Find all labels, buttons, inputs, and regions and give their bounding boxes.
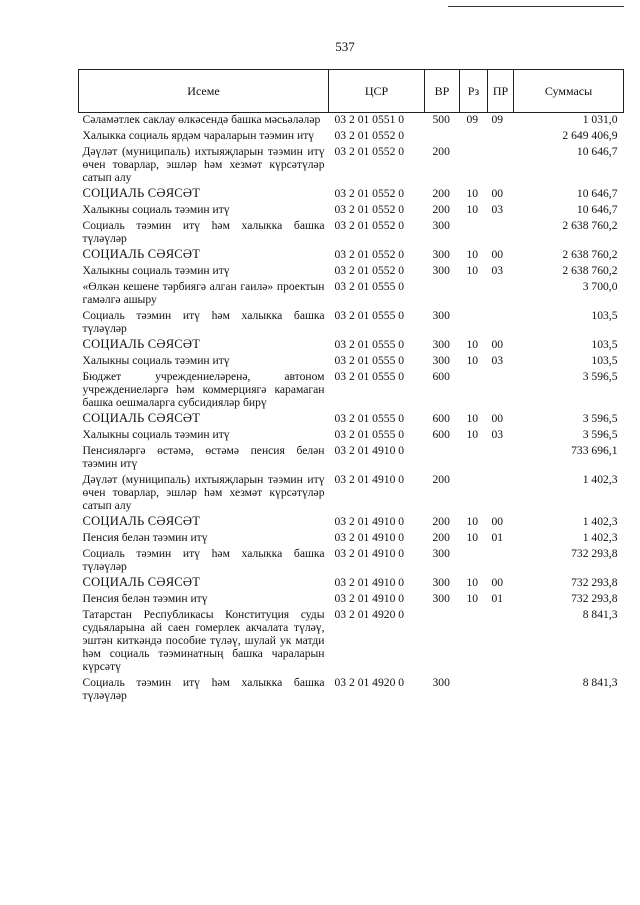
budget-table bbox=[78, 69, 624, 705]
cell-csr: 03 2 01 4910 0 bbox=[334, 531, 405, 544]
cell-pr bbox=[488, 547, 514, 576]
cell-pr: 03 bbox=[491, 264, 504, 277]
cell-sum: 732 293,8 bbox=[571, 576, 618, 589]
table-row-section bbox=[79, 338, 624, 354]
cell-vr: 300 bbox=[432, 354, 450, 367]
cell-csr: 03 2 01 4910 0 bbox=[334, 576, 405, 589]
cell-name: СОЦИАЛЬ СӘЯСӘТ bbox=[82, 514, 201, 528]
cell-rz bbox=[460, 676, 488, 705]
column-header-name: Исеме bbox=[79, 70, 329, 113]
cell-name: Халыкны социаль тәэмин итү bbox=[82, 264, 230, 277]
cell-vr: 200 bbox=[432, 187, 450, 200]
column-header-pr: ПР bbox=[488, 70, 514, 113]
cell-pr bbox=[488, 608, 514, 676]
cell-vr: 300 bbox=[432, 676, 450, 689]
cell-pr bbox=[488, 280, 514, 309]
table-row bbox=[79, 370, 624, 412]
cell-csr: 03 2 01 0551 0 bbox=[334, 113, 405, 126]
cell-name: Халыкны социаль тәэмин итү bbox=[82, 203, 230, 216]
cell-pr bbox=[488, 473, 514, 515]
cell-pr: 01 bbox=[491, 592, 504, 605]
cell-rz bbox=[460, 370, 488, 412]
cell-csr: 03 2 01 0555 0 bbox=[334, 354, 405, 367]
cell-csr: 03 2 01 0552 0 bbox=[334, 203, 405, 216]
cell-csr: 03 2 01 4910 0 bbox=[334, 592, 405, 605]
cell-pr: 00 bbox=[491, 576, 504, 589]
table-row bbox=[79, 592, 624, 608]
cell-vr: 300 bbox=[432, 547, 450, 560]
cell-rz bbox=[460, 145, 488, 187]
table-row bbox=[79, 309, 624, 338]
cell-vr: 300 bbox=[432, 219, 450, 232]
cell-sum: 733 696,1 bbox=[571, 444, 618, 457]
cell-sum: 103,5 bbox=[591, 338, 618, 351]
cell-vr: 200 bbox=[432, 531, 450, 544]
table-body bbox=[79, 113, 624, 706]
cell-sum: 732 293,8 bbox=[571, 592, 618, 605]
cell-pr: 00 bbox=[491, 338, 504, 351]
cell-sum: 3 596,5 bbox=[582, 428, 618, 441]
cell-pr bbox=[488, 219, 514, 248]
header-row bbox=[79, 70, 624, 113]
cell-rz: 10 bbox=[466, 248, 479, 261]
cell-sum: 10 646,7 bbox=[576, 187, 618, 200]
cell-vr: 300 bbox=[432, 248, 450, 261]
cell-name: Халыкны социаль тәэмин итү bbox=[82, 428, 230, 441]
cell-name: СОЦИАЛЬ СӘЯСӘТ bbox=[82, 575, 201, 589]
table-row-section bbox=[79, 187, 624, 203]
cell-rz bbox=[460, 473, 488, 515]
table-row bbox=[79, 203, 624, 219]
cell-rz: 10 bbox=[466, 576, 479, 589]
cell-sum: 10 646,7 bbox=[576, 203, 618, 216]
cell-vr: 600 bbox=[432, 370, 450, 383]
cell-rz: 10 bbox=[466, 428, 479, 441]
table-row-section bbox=[79, 412, 624, 428]
table-row bbox=[79, 473, 624, 515]
cell-rz: 10 bbox=[466, 264, 479, 277]
cell-name: Халыкка социаль ярдәм чараларын тәэмин итү bbox=[82, 129, 315, 142]
cell-sum: 103,5 bbox=[591, 309, 618, 322]
cell-name: Социаль тәэмин итү һәм халыкка башка түләүләр bbox=[82, 547, 325, 573]
cell-name: СОЦИАЛЬ СӘЯСӘТ bbox=[82, 247, 201, 261]
cell-csr: 03 2 01 4920 0 bbox=[334, 676, 405, 689]
cell-pr: 00 bbox=[491, 248, 504, 261]
table-row bbox=[79, 145, 624, 187]
cell-pr: 03 bbox=[491, 354, 504, 367]
top-rule bbox=[448, 6, 624, 7]
cell-sum: 3 596,5 bbox=[582, 412, 618, 425]
table-row bbox=[79, 113, 624, 130]
table-row bbox=[79, 547, 624, 576]
cell-sum: 1 031,0 bbox=[582, 113, 618, 126]
cell-csr: 03 2 01 4910 0 bbox=[334, 547, 405, 560]
cell-csr: 03 2 01 4910 0 bbox=[334, 444, 405, 457]
cell-pr: 03 bbox=[491, 428, 504, 441]
cell-rz: 10 bbox=[466, 338, 479, 351]
cell-pr: 09 bbox=[491, 113, 504, 126]
cell-name: Татарстан Республикасы Конституция суды судьяларына ай саен гомерлек акчалата түләү, эштән киткәндә пособие түләү, шулай ук матди һәм социаль тәэминатның башка чараларын күрсәтү bbox=[82, 608, 325, 673]
cell-rz: 10 bbox=[466, 515, 479, 528]
cell-name: Пенсия белән тәэмин итү bbox=[82, 592, 208, 605]
cell-rz bbox=[460, 444, 488, 473]
table-row-section bbox=[79, 248, 624, 264]
cell-pr: 00 bbox=[491, 412, 504, 425]
cell-pr bbox=[488, 444, 514, 473]
cell-csr: 03 2 01 4910 0 bbox=[334, 473, 405, 486]
cell-csr: 03 2 01 0555 0 bbox=[334, 280, 405, 293]
column-header-rz: Рз bbox=[460, 70, 488, 113]
table-row bbox=[79, 444, 624, 473]
cell-rz: 10 bbox=[466, 354, 479, 367]
table-row bbox=[79, 354, 624, 370]
cell-sum: 732 293,8 bbox=[571, 547, 618, 560]
cell-sum: 2 638 760,2 bbox=[562, 264, 618, 277]
cell-pr: 00 bbox=[491, 515, 504, 528]
cell-sum: 8 841,3 bbox=[582, 676, 618, 689]
column-header-vr: ВР bbox=[425, 70, 460, 113]
cell-csr: 03 2 01 0555 0 bbox=[334, 428, 405, 441]
cell-csr: 03 2 01 0552 0 bbox=[334, 187, 405, 200]
page-number: 537 bbox=[335, 39, 355, 54]
cell-rz bbox=[460, 129, 488, 145]
table-row-section bbox=[79, 515, 624, 531]
cell-name: Пенсияләргә өстәмә, өстәмә пенсия белән тәэмин итү bbox=[82, 444, 325, 470]
cell-vr bbox=[425, 129, 460, 145]
cell-vr: 300 bbox=[432, 592, 450, 605]
cell-pr bbox=[488, 309, 514, 338]
table-row bbox=[79, 608, 624, 676]
table-row bbox=[79, 531, 624, 547]
cell-name: Сәламәтлек саклау өлкәсендә башка мәсьәләләр bbox=[82, 113, 321, 126]
cell-rz bbox=[460, 547, 488, 576]
cell-csr: 03 2 01 0552 0 bbox=[334, 145, 405, 158]
cell-rz bbox=[460, 608, 488, 676]
table-row bbox=[79, 676, 624, 705]
cell-csr: 03 2 01 0555 0 bbox=[334, 309, 405, 322]
cell-rz: 10 bbox=[466, 203, 479, 216]
table-row bbox=[79, 280, 624, 309]
cell-vr: 500 bbox=[432, 113, 450, 126]
cell-rz: 10 bbox=[466, 412, 479, 425]
cell-sum: 2 649 406,9 bbox=[562, 129, 618, 142]
cell-vr: 200 bbox=[432, 473, 450, 486]
cell-csr: 03 2 01 0552 0 bbox=[334, 264, 405, 277]
cell-name: Бюджет учреждениеләренә, автоном учреждениеләргә һәм коммерциягә карамаган башка оешмаларга субсидияләр бирү bbox=[82, 370, 325, 409]
cell-sum: 8 841,3 bbox=[582, 608, 618, 621]
table-header bbox=[79, 70, 624, 113]
cell-name: Социаль тәэмин итү һәм халыкка башка түләүләр bbox=[82, 309, 325, 335]
cell-name: СОЦИАЛЬ СӘЯСӘТ bbox=[82, 411, 201, 425]
cell-name: СОЦИАЛЬ СӘЯСӘТ bbox=[82, 186, 201, 200]
table-row bbox=[79, 264, 624, 280]
table-row bbox=[79, 129, 624, 145]
cell-sum: 103,5 bbox=[591, 354, 618, 367]
cell-vr: 300 bbox=[432, 576, 450, 589]
cell-sum: 1 402,3 bbox=[582, 531, 618, 544]
cell-sum: 1 402,3 bbox=[582, 515, 618, 528]
cell-csr: 03 2 01 0555 0 bbox=[334, 370, 405, 383]
cell-rz bbox=[460, 219, 488, 248]
column-header-csr: ЦСР bbox=[329, 70, 425, 113]
cell-name: Социаль тәэмин итү һәм халыкка башка түләүләр bbox=[82, 676, 325, 702]
cell-name: СОЦИАЛЬ СӘЯСӘТ bbox=[82, 337, 201, 351]
table-row bbox=[79, 428, 624, 444]
cell-rz bbox=[460, 309, 488, 338]
cell-vr: 200 bbox=[432, 515, 450, 528]
cell-sum: 3 596,5 bbox=[582, 370, 618, 383]
column-header-sum: Суммасы bbox=[514, 70, 624, 113]
cell-vr bbox=[425, 444, 460, 473]
cell-csr: 03 2 01 0552 0 bbox=[334, 219, 405, 232]
cell-rz: 10 bbox=[466, 592, 479, 605]
cell-sum: 2 638 760,2 bbox=[562, 248, 618, 261]
cell-pr: 00 bbox=[491, 187, 504, 200]
cell-csr: 03 2 01 4920 0 bbox=[334, 608, 405, 621]
cell-pr bbox=[488, 676, 514, 705]
cell-vr: 300 bbox=[432, 264, 450, 277]
cell-vr: 200 bbox=[432, 145, 450, 158]
cell-name: Халыкны социаль тәэмин итү bbox=[82, 354, 230, 367]
cell-sum: 2 638 760,2 bbox=[562, 219, 618, 232]
cell-name: Пенсия белән тәэмин итү bbox=[82, 531, 208, 544]
cell-rz: 10 bbox=[466, 187, 479, 200]
cell-csr: 03 2 01 0552 0 bbox=[334, 129, 405, 142]
cell-sum: 3 700,0 bbox=[582, 280, 618, 293]
cell-vr: 300 bbox=[432, 309, 450, 322]
cell-vr: 600 bbox=[432, 412, 450, 425]
cell-pr bbox=[488, 370, 514, 412]
cell-pr bbox=[488, 129, 514, 145]
cell-rz: 09 bbox=[466, 113, 479, 126]
cell-rz bbox=[460, 280, 488, 309]
cell-name: Социаль тәэмин итү һәм халыкка башка түләүләр bbox=[82, 219, 325, 245]
cell-csr: 03 2 01 0552 0 bbox=[334, 248, 405, 261]
cell-vr: 600 bbox=[432, 428, 450, 441]
cell-csr: 03 2 01 4910 0 bbox=[334, 515, 405, 528]
cell-pr bbox=[488, 145, 514, 187]
cell-csr: 03 2 01 0555 0 bbox=[334, 338, 405, 351]
cell-vr: 200 bbox=[432, 203, 450, 216]
cell-vr bbox=[425, 608, 460, 676]
cell-vr: 300 bbox=[432, 338, 450, 351]
cell-sum: 1 402,3 bbox=[582, 473, 618, 486]
cell-pr: 01 bbox=[491, 531, 504, 544]
cell-vr bbox=[425, 280, 460, 309]
cell-csr: 03 2 01 0555 0 bbox=[334, 412, 405, 425]
cell-sum: 10 646,7 bbox=[576, 145, 618, 158]
table-row bbox=[79, 219, 624, 248]
cell-name: Дәүләт (муниципаль) ихтыяҗларын тәэмин итү өчен товарлар, эшләр һәм хезмәт күрсәтүләр сатып алу bbox=[82, 473, 325, 512]
cell-pr: 03 bbox=[491, 203, 504, 216]
cell-name: Дәүләт (муниципаль) ихтыяҗларын тәэмин итү өчен товарлар, эшләр һәм хезмәт күрсәтүләр сатып алу bbox=[82, 145, 325, 184]
table-row-section bbox=[79, 576, 624, 592]
cell-name: «Өлкән кешене тәрбиягә алган гаилә» проектын гамәлгә ашыру bbox=[82, 280, 325, 306]
cell-rz: 10 bbox=[466, 531, 479, 544]
